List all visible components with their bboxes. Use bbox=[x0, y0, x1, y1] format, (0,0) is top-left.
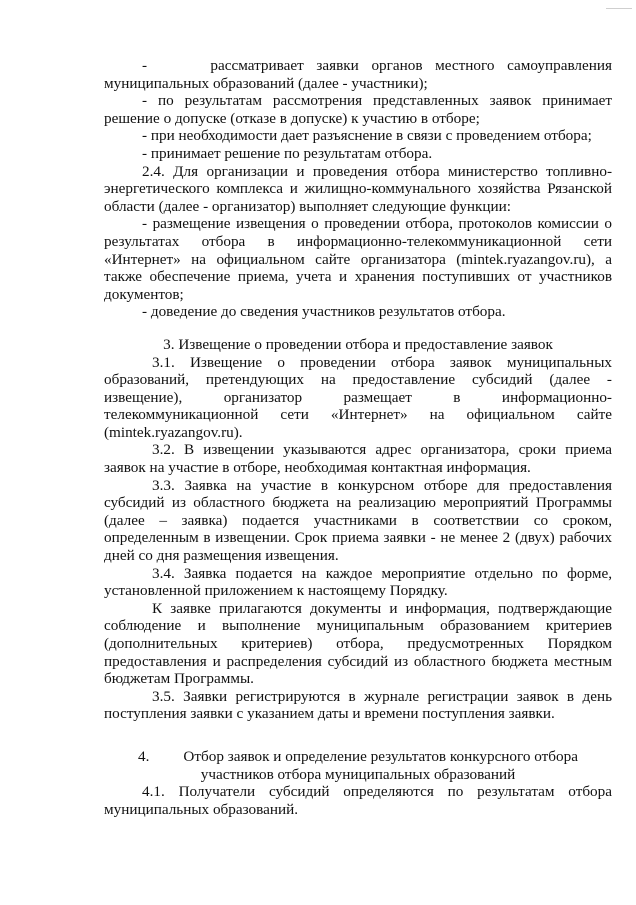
section-4-number: 4. bbox=[138, 747, 150, 765]
clause-3-2: 3.2. В извещении указываются адрес организатора, сроки приема заявок на участие в отборе, необходимая контактная информация. bbox=[104, 441, 612, 477]
scan-edge-mark bbox=[606, 0, 632, 9]
list-item: - рассматривает заявки органов местного самоуправления муниципальных образований (далее - участники); bbox=[104, 57, 612, 92]
clause-3-5: 3.5. Заявки регистрируются в журнале регистрации заявок в день поступления заявки с указанием даты и времени поступления заявки. bbox=[104, 687, 612, 723]
list-item: - принимает решение по результатам отбора. bbox=[142, 144, 433, 162]
document-page bbox=[104, 57, 612, 818]
clause-4-1: 4.1. Получатели субсидий определяются по результатам отбора муниципальных образований. bbox=[104, 783, 612, 818]
list-item: - размещение извещения о проведении отбора, протоколов комиссии о результатах отбора в информационно-телекоммуникационной сети «Интернет» на официальном сайте организатора (mintek.ryazangov.ru), а также обеспечение приема, учета и хранения поступивших от участников документов; bbox=[104, 215, 612, 303]
section-4-heading-line1: Отбор заявок и определение результатов конкурсного отбора bbox=[183, 747, 578, 765]
list-item: - при необходимости дает разъяснение в связи с проведением отбора; bbox=[142, 127, 592, 145]
clause-2-4: 2.4. Для организации и проведения отбора министерство топливно-энергетического комплекса и жилищно-коммунального хозяйства Рязанской области (далее - организатор) выполняет следующие функции: bbox=[104, 162, 612, 215]
section-3-heading: 3. Извещение о проведении отбора и предоставление заявок bbox=[163, 335, 553, 353]
list-item: - по результатам рассмотрения представленных заявок принимает решение о допуске (отказе в допуске) к участию в отборе; bbox=[104, 92, 612, 127]
section-4-heading-line2: участников отбора муниципальных образований bbox=[200, 765, 516, 783]
clause-3-4: 3.4. Заявка подается на каждое мероприятие отдельно по форме, установленной приложением к настоящему Порядку. bbox=[104, 564, 612, 600]
clause-3-1: 3.1. Извещение о проведении отбора заявок муниципальных образований, претендующих на предоставление субсидий (далее - извещение), организатор размещает в информационно-телекоммуникационной сети «Интернет» на официальном сайте (mintek.ryazangov.ru). bbox=[104, 353, 612, 441]
attachment-paragraph: К заявке прилагаются документы и информация, подтверждающие соблюдение и выполнение муниципальным образованием критериев (дополнительных критериев) отбора, предусмотренных Порядком предоставления и распределения субсидий из областного бюджета местным бюджетам Программы. bbox=[104, 599, 612, 688]
clause-3-3: 3.3. Заявка на участие в конкурсном отборе для предоставления субсидий из областного бюджета на реализацию мероприятий Программы (далее – заявка) подается участниками в соответствии со сроком, определенным в извещении. Срок приема заявки - не менее 2 (двух) рабочих дней со дня размещения извещения. bbox=[104, 476, 612, 565]
section-4-heading bbox=[104, 748, 612, 766]
list-item: - доведение до сведения участников результатов отбора. bbox=[142, 303, 506, 321]
